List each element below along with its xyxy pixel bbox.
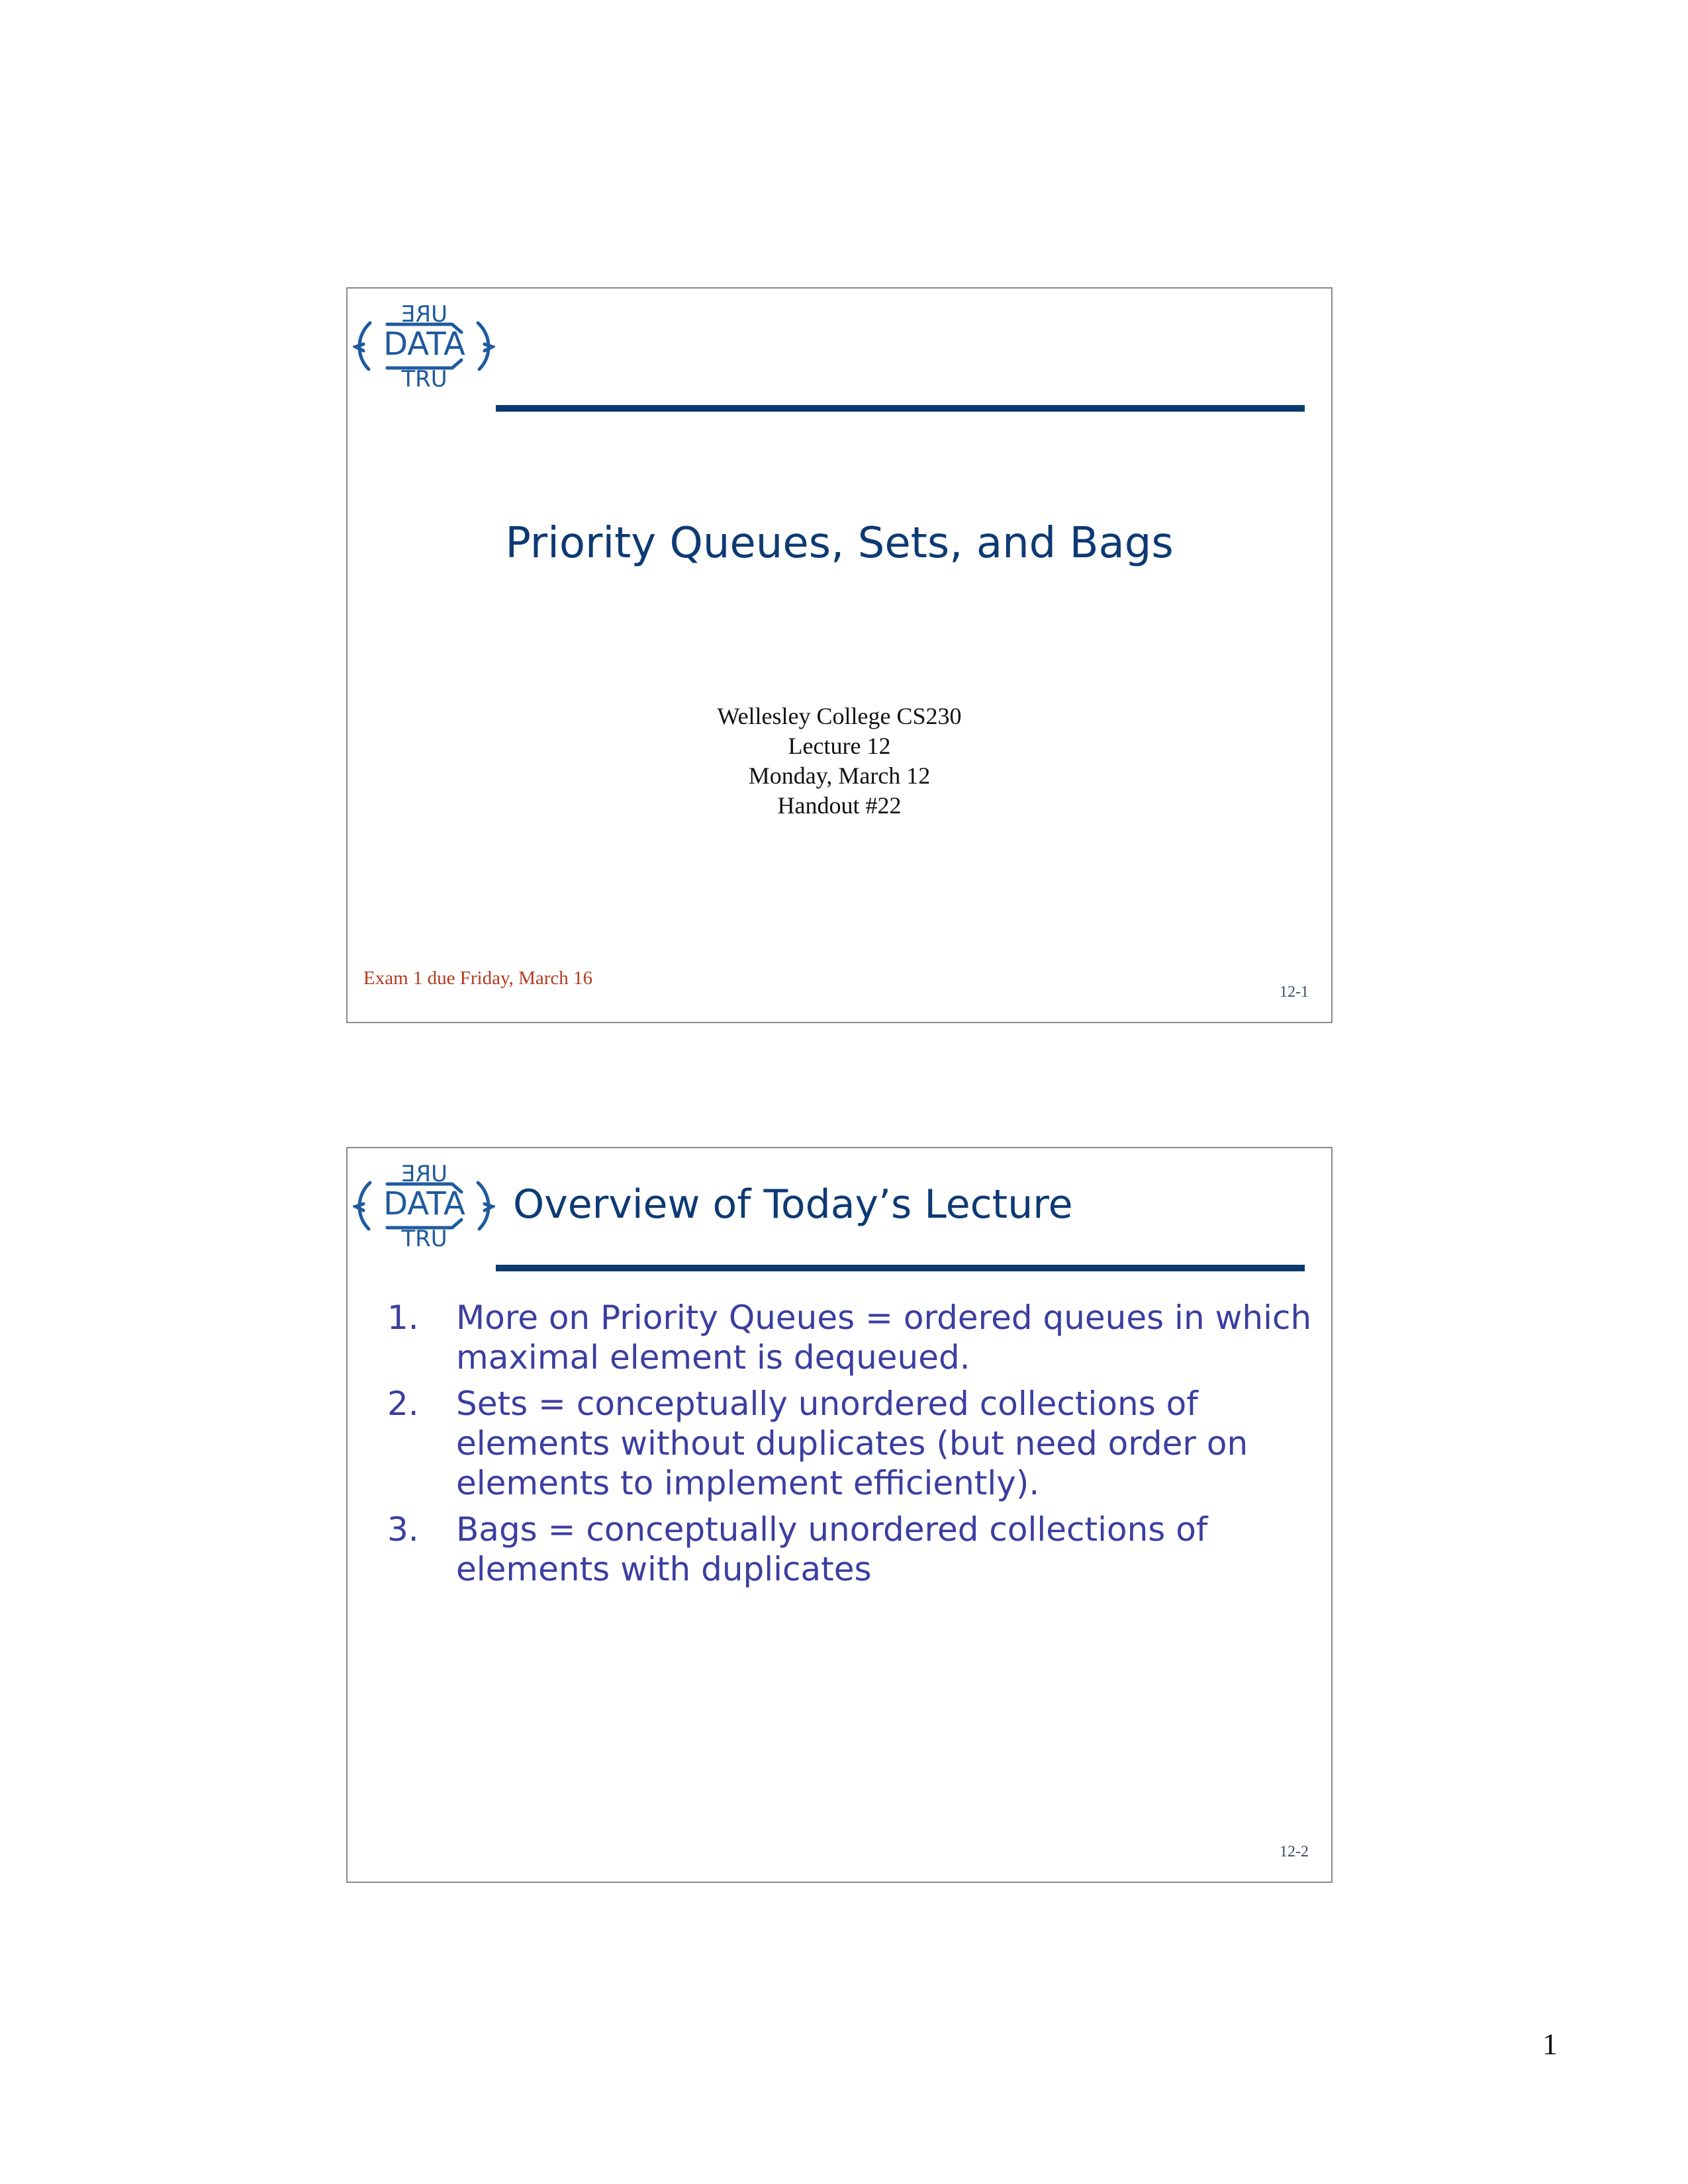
slide-title: Overview of Today’s Lecture: [513, 1181, 1073, 1228]
slide-title: Priority Queues, Sets, and Bags: [505, 519, 1174, 568]
list-item-text: More on Priority Queues = ordered queues in which maximal element is dequeued.: [456, 1298, 1312, 1377]
list-item-number: 1.: [387, 1298, 419, 1337]
svg-text:URE: URE: [401, 302, 447, 328]
title-rule: [496, 405, 1305, 412]
svg-text:TRU: TRU: [401, 1226, 447, 1249]
list-item-text: Sets = conceptually unordered collections of elements without duplicates (but need order on elements to implement efficiently).: [456, 1385, 1248, 1502]
overview-list: [387, 1298, 1321, 1596]
info-line-handout: Handout #22: [777, 792, 902, 819]
slide-number: 12-1: [1280, 983, 1309, 1001]
info-line-lecture: Lecture 12: [788, 733, 891, 759]
svg-text:DATA: DATA: [383, 1185, 465, 1222]
data-structures-logo: [353, 1161, 495, 1249]
info-line-date: Monday, March 12: [748, 762, 931, 789]
info-line-course: Wellesley College CS230: [717, 703, 962, 729]
svg-text:TRU: TRU: [401, 366, 447, 389]
svg-text:DATA: DATA: [383, 326, 465, 363]
data-structures-logo: [353, 302, 495, 389]
list-item-number: 3.: [387, 1510, 419, 1549]
title-rule: [496, 1265, 1305, 1271]
slide-number: 12-2: [1280, 1843, 1309, 1860]
exam-footnote: Exam 1 due Friday, March 16: [363, 968, 593, 989]
list-item: [387, 1510, 1321, 1589]
svg-text:URE: URE: [401, 1161, 447, 1187]
list-item: [387, 1298, 1321, 1377]
page-number: 1: [1542, 2027, 1558, 2061]
lecture-info: [348, 702, 1331, 821]
slide-1: [346, 287, 1333, 1023]
list-item-text: Bags = conceptually unordered collections of elements with duplicates: [456, 1510, 1208, 1588]
slide-2: [346, 1147, 1333, 1883]
list-item-number: 2.: [387, 1385, 419, 1423]
list-item: [387, 1384, 1321, 1503]
